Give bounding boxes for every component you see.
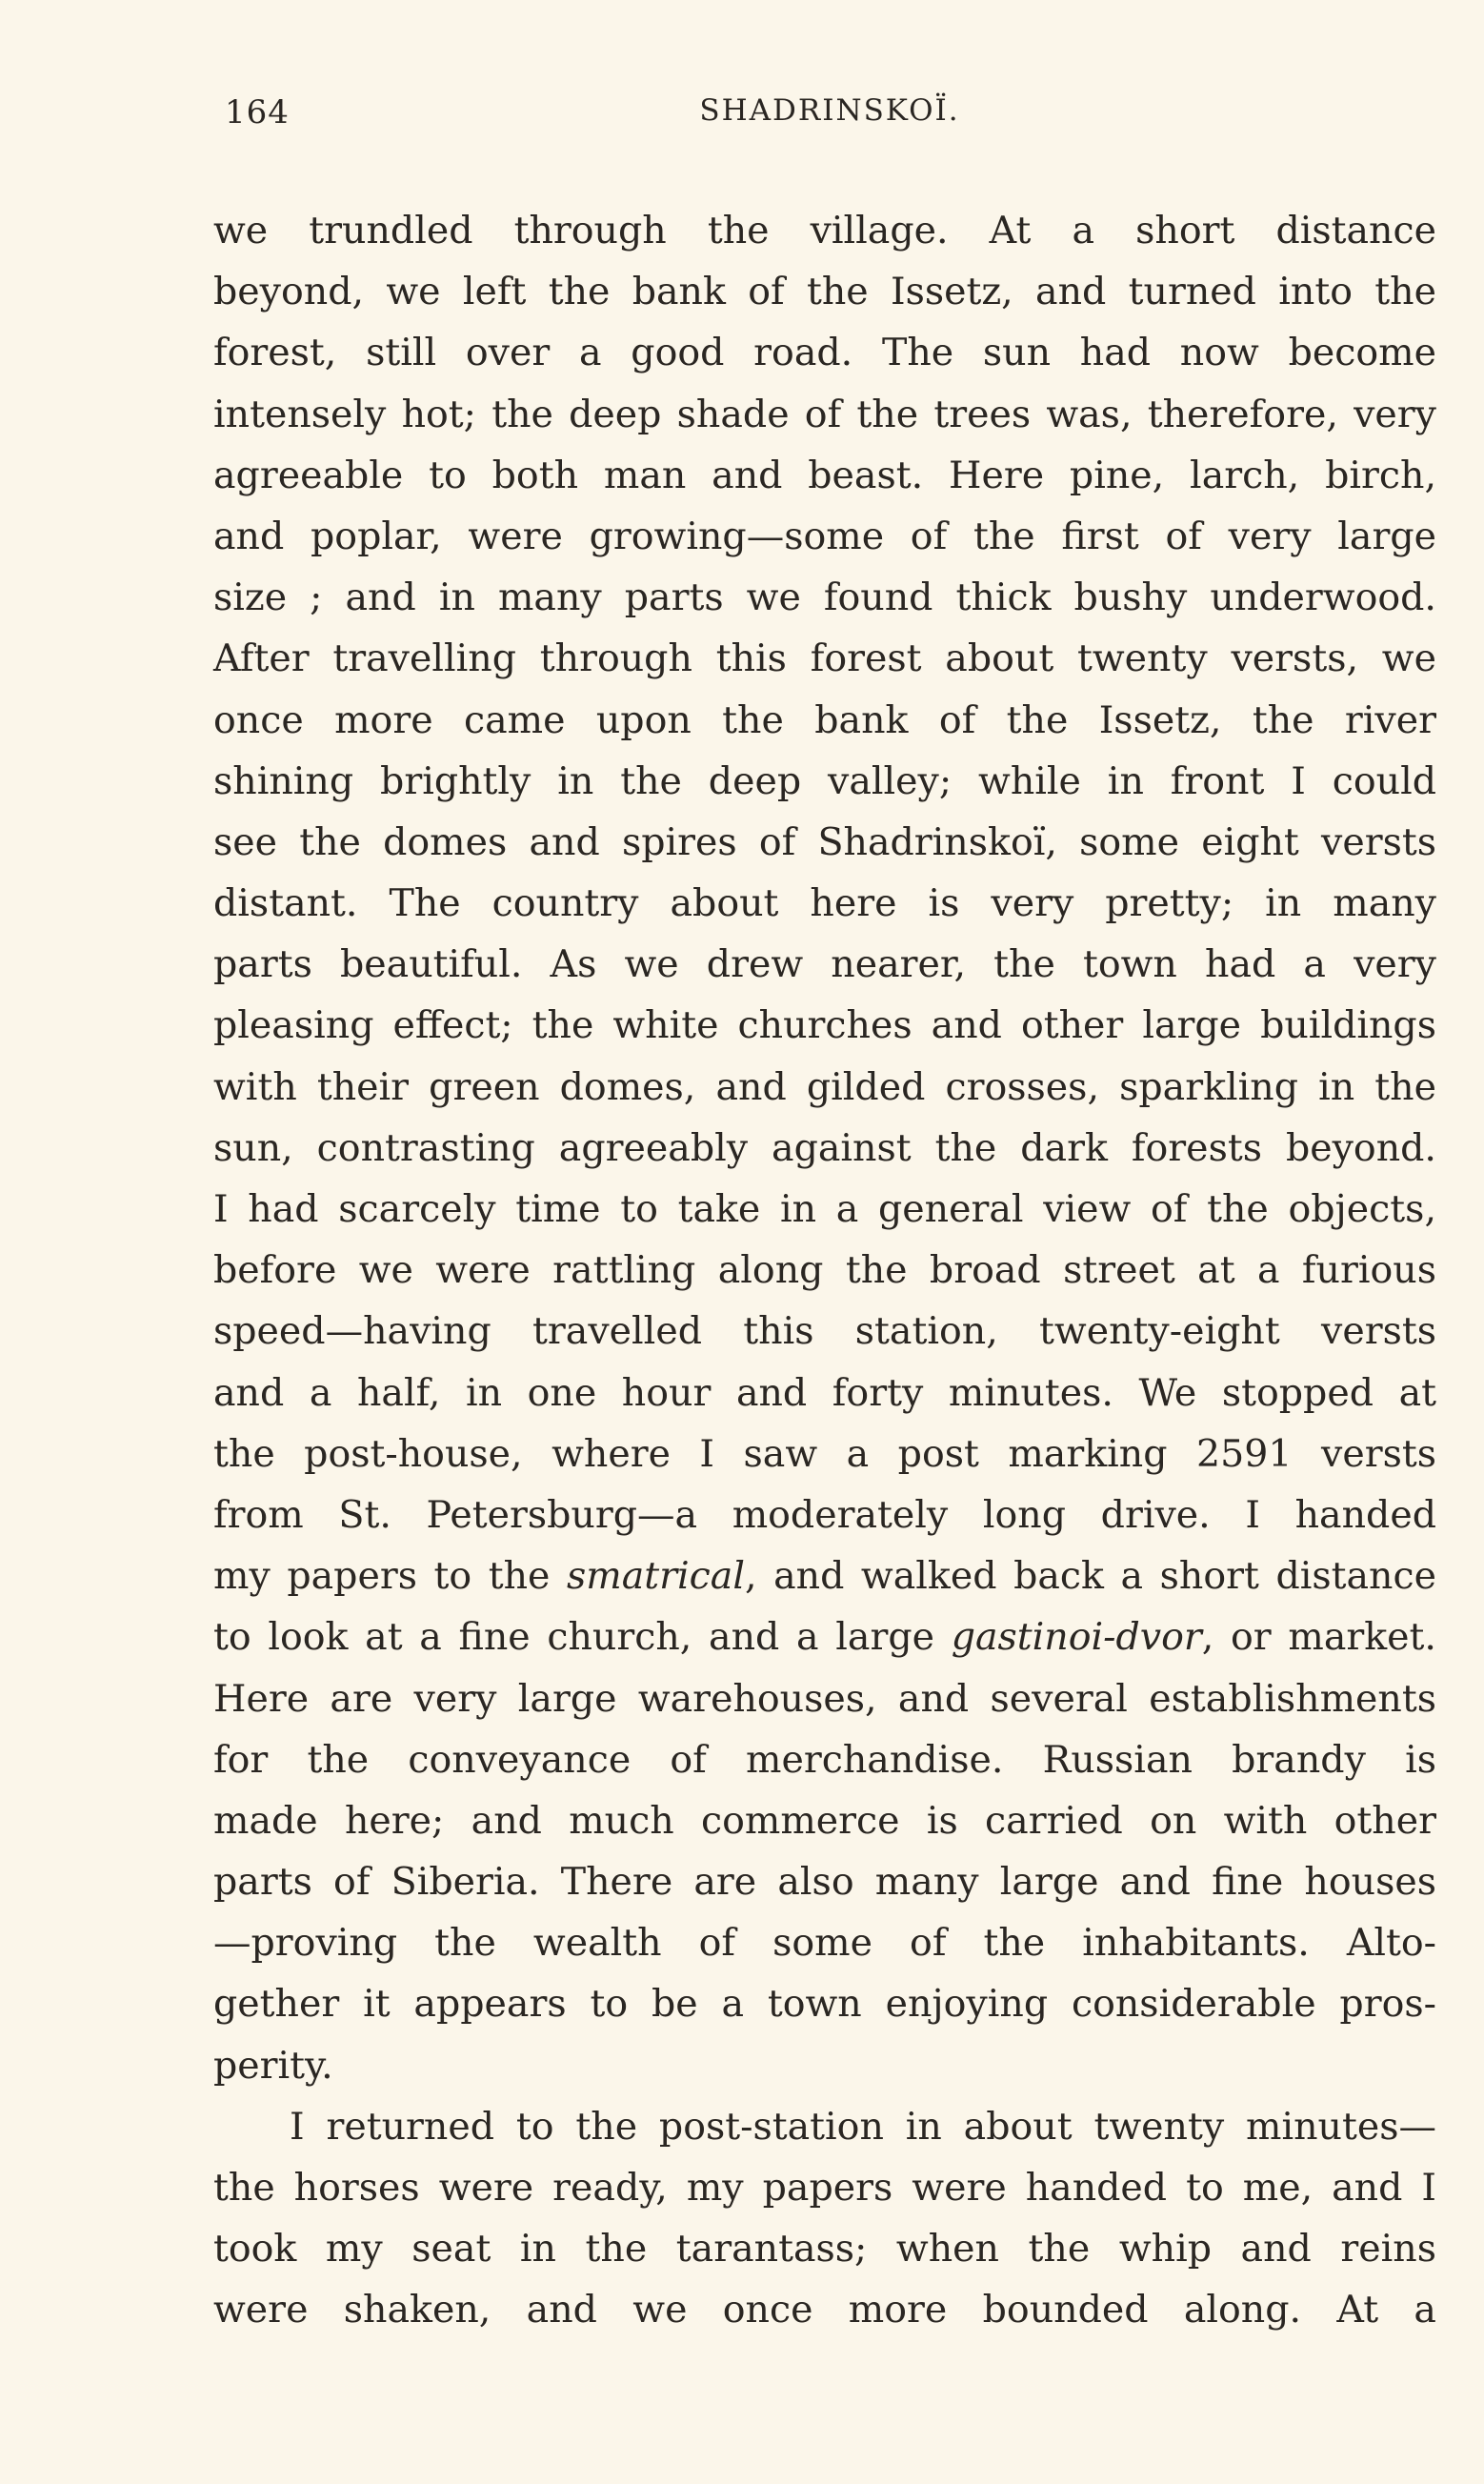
text-line: and poplar, were growing—some of the first of very large [213,514,1436,558]
running-title: SHADRINSKOÏ. [699,93,960,128]
text-line: with their green domes, and gilded crosses, sparkling in the [213,1064,1436,1109]
text-line: beyond, we left the bank of the Issetz, and turned into the [213,270,1436,314]
text-line: see the domes and spires of Shadrinskoï, some eight versts [213,819,1436,864]
text-line: and a half, in one hour and forty minutes. We stopped at [213,1370,1436,1415]
text-line: forest, still over a good road. The sun had now become [213,331,1436,375]
text-line: agreeable to both man and beast. Here pine, larch, birch, [213,453,1436,497]
text-line: speed—having travelled this station, twenty-eight versts [213,1309,1436,1354]
text-line-paragraph-start: I returned to the post-station in about twenty minutes— [290,2104,1436,2149]
text-line-paragraph-end: perity. [213,2043,333,2088]
text-line: to look at a fine church, and a large gastinoi-dvor, or market. [213,1615,1436,1660]
body-text [213,200,1436,2341]
text-line: distant. The country about here is very pretty; in many [213,881,1436,926]
text-line: parts of Siberia. There are also many large and fine houses [213,1860,1436,1905]
text-line: sun, contrasting agreeably against the dark forests beyond. [213,1125,1436,1170]
page-number: 164 [225,93,290,131]
text-line: made here; and much commerce is carried on with other [213,1798,1436,1843]
text-line: my papers to the smatrical, and walked back a short distance [213,1554,1436,1599]
text-line: before we were rattling along the broad street at a furious [213,1248,1436,1293]
text-line: After travelling through this forest about twenty versts, we [213,636,1436,681]
text-line: the horses were ready, my papers were handed to me, and I [213,2166,1436,2210]
text-line: were shaken, and we once more bounded along. At a [213,2288,1436,2333]
text-line: parts beautiful. As we drew nearer, the town had a very [213,942,1436,987]
italic-term: smatrical [567,1554,745,1599]
text-line: pleasing effect; the white churches and other large buildings [213,1003,1436,1048]
italic-term: gastinoi-dvor [951,1615,1202,1660]
text-line: —proving the wealth of some of the inhabitants. Alto- [213,1921,1436,1966]
text-line: once more came upon the bank of the Issetz, the river [213,697,1436,742]
text-line: size ; and in many parts we found thick bushy underwood. [213,576,1436,620]
text-line: for the conveyance of merchandise. Russian brandy is [213,1737,1436,1782]
text-line: we trundled through the village. At a short distance [213,209,1436,252]
text-line: I had scarcely time to take in a general view of the objects, [213,1187,1436,1231]
text-line: took my seat in the tarantass; when the whip and reins [213,2227,1436,2272]
text-line: intensely hot; the deep shade of the trees was, therefore, very [213,392,1436,436]
text-line: shining brightly in the deep valley; while in front I could [213,758,1436,803]
page-header [225,93,1434,141]
text-line: Here are very large warehouses, and several establishments [213,1676,1436,1721]
text-line: from St. Petersburg—a moderately long drive. I handed [213,1492,1436,1537]
text-line: gether it appears to be a town enjoying considerable pros- [213,1982,1436,2027]
text-line: the post-house, where I saw a post marking 2591 versts [213,1431,1436,1476]
